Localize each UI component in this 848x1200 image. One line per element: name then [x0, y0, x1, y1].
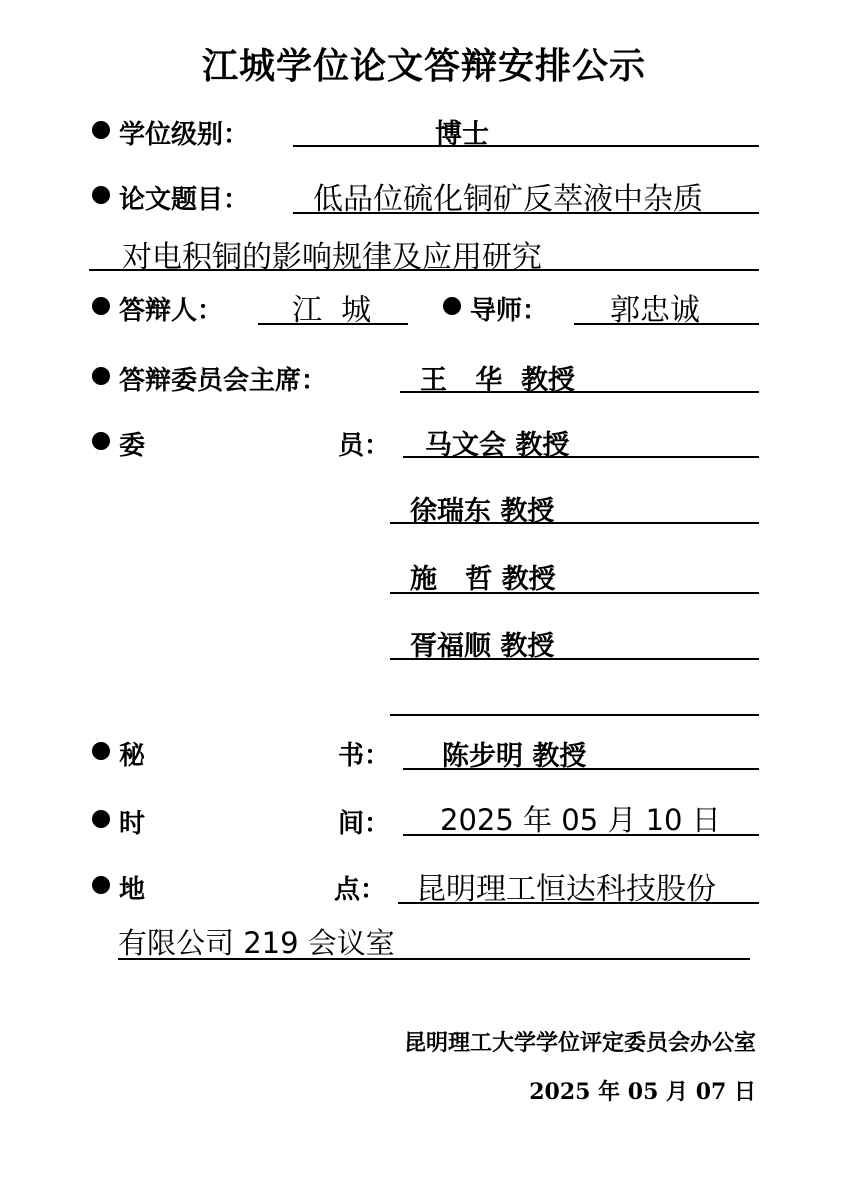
- defender-underline: [258, 323, 408, 325]
- degree-underline: [293, 145, 759, 147]
- secretary-label-b: 书：: [338, 741, 391, 771]
- member-underline-1: [403, 456, 759, 458]
- thesis-title-line2: 对电积铜的影响规律及应用研究: [122, 240, 542, 275]
- time-underline: [403, 834, 759, 836]
- member-2: 徐瑞东 教授: [410, 496, 555, 527]
- defender-value: 江 城: [292, 293, 372, 328]
- defender-label: 答辩人：: [119, 296, 224, 326]
- page-title: 江城学位论文答辩安排公示: [201, 46, 646, 87]
- place-label-a: 地: [119, 875, 146, 905]
- degree-value: 博士: [435, 119, 489, 150]
- degree-label: 学位级别：: [119, 120, 250, 150]
- advisor-value: 郭忠诚: [610, 293, 700, 328]
- member-underline-5: [390, 714, 759, 716]
- secretary-underline: [403, 768, 759, 770]
- members-label-b: 员：: [338, 431, 391, 461]
- chair-value: 王 华 教授: [420, 365, 575, 396]
- time-value: 2025 年 05 月 10 日: [440, 803, 721, 837]
- bullet-icon: [92, 810, 110, 828]
- chair-underline: [400, 391, 759, 393]
- advisor-label: 导师：: [470, 296, 549, 326]
- member-underline-4: [390, 658, 759, 660]
- bullet-icon: [92, 186, 110, 204]
- time-label-b: 间：: [338, 809, 391, 839]
- place-value-line2: 有限公司 219 会议室: [118, 926, 395, 960]
- bullet-icon: [92, 742, 110, 760]
- secretary-value: 陈步明 教授: [442, 741, 587, 772]
- thesis-underline-2: [89, 269, 759, 271]
- chair-label: 答辩委员会主席：: [119, 366, 328, 396]
- bullet-icon: [92, 297, 110, 315]
- time-label-a: 时: [119, 809, 146, 839]
- member-underline-2: [390, 522, 759, 524]
- thesis-label: 论文题目：: [119, 185, 250, 215]
- place-label-b: 点：: [334, 875, 387, 905]
- member-underline-3: [390, 592, 759, 594]
- member-4: 胥福顺 教授: [410, 631, 555, 662]
- footer-office: 昆明理工大学学位评定委员会办公室: [403, 1030, 756, 1056]
- secretary-label-a: 秘: [119, 741, 146, 771]
- thesis-title-line1: 低品位硫化铜矿反萃液中杂质: [313, 182, 703, 217]
- member-1: 马文会 教授: [425, 430, 570, 461]
- advisor-underline: [574, 323, 759, 325]
- place-underline-2: [118, 958, 750, 960]
- bullet-icon: [92, 432, 110, 450]
- thesis-underline-1: [293, 212, 759, 214]
- bullet-icon: [92, 876, 110, 894]
- bullet-icon: [92, 121, 110, 139]
- place-underline-1: [398, 902, 759, 904]
- members-label-a: 委: [119, 431, 146, 461]
- place-value-line1: 昆明理工恒达科技股份: [416, 872, 716, 907]
- footer-date: 2025 年 05 月 07 日: [529, 1079, 756, 1105]
- bullet-icon: [443, 297, 461, 315]
- member-3: 施 哲 教授: [410, 564, 556, 595]
- bullet-icon: [92, 367, 110, 385]
